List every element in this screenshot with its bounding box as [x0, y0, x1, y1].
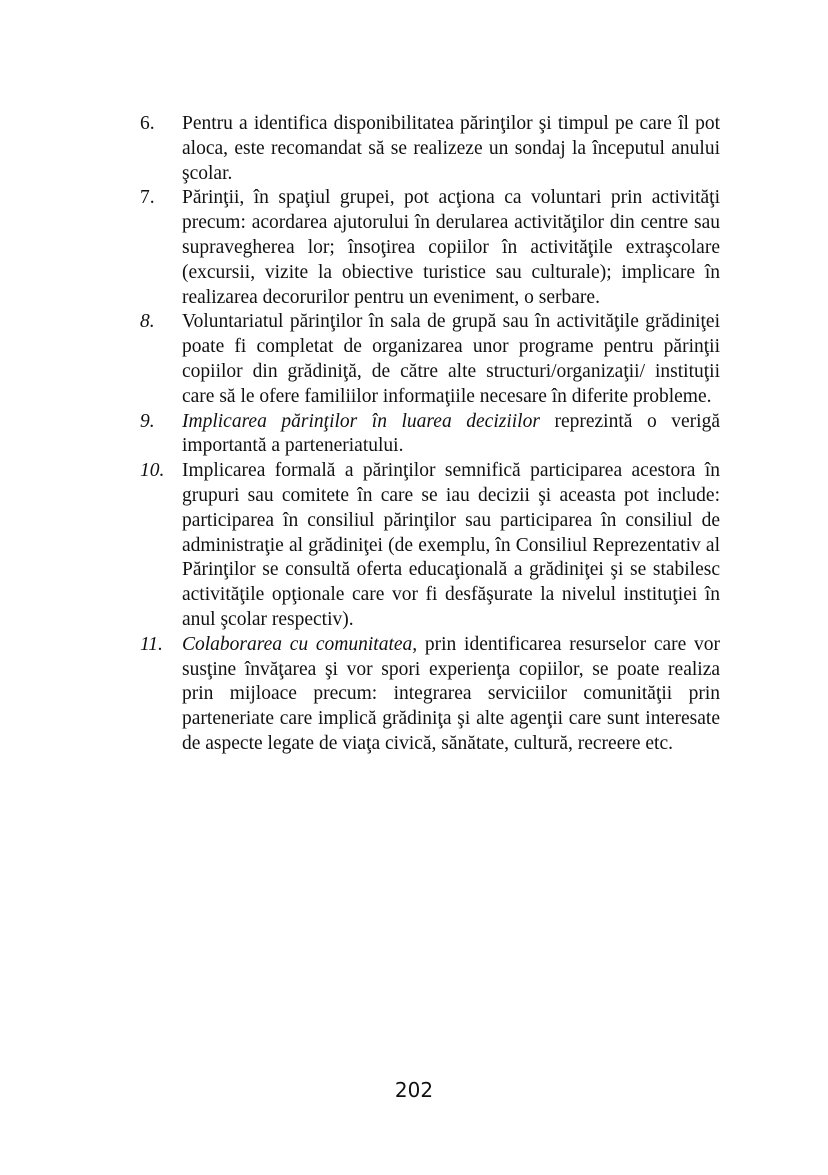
item-number: 9. — [140, 410, 155, 432]
list-item-9 — [140, 410, 720, 460]
item-number: 11. — [140, 633, 163, 655]
item-text: Voluntariatul părinţilor în sala de grupă sau în activităţile grădiniţei poate fi completat de organizarea unor programe pentru părinţii copiilor din grădiniţă, de către alte structuri/organizaţii/ instituţii care să le ofere familiilor informaţiile necesare în diferite probleme. — [182, 311, 720, 407]
item-text: Implicarea formală a părinţilor semnifică participarea acestora în grupuri sau comitete în care se iau decizii şi aceasta pot include: participarea în consiliul părinţilor sau participarea în consiliul de administraţie al grădiniţei (de exemplu, în Consiliul Reprezentativ al Părinţilor se consultă oferta educaţională a grădiniţei şi se stabilesc activităţile opţionale care vor fi desfăşurate la nivelul instituţiei în anul şcolar respectiv). — [182, 460, 720, 630]
item-text: prin identificarea resurselor care vor susţine învăţarea şi vor spori experienţa copiilor, se poate realiza prin mijloace precum: integrarea serviciilor comunităţii prin parteneriate care implică grădiniţa şi alte agenţii care sunt interesate de aspecte legate de viaţa civică, sănătate, cultură, recreere etc. — [182, 633, 720, 754]
list-item-10 — [140, 459, 720, 633]
item-number: 7. — [140, 187, 155, 209]
item-emphasis: Colaborarea cu comunitatea, — [182, 633, 418, 655]
numbered-list — [140, 112, 720, 757]
item-text-container — [182, 410, 720, 460]
item-number: 6. — [140, 113, 155, 134]
item-number: 10. — [140, 460, 165, 482]
list-item-8 — [140, 310, 720, 409]
list-item-6 — [140, 112, 720, 186]
item-text: reprezintă o verigă importantă a parteneriatului. — [182, 410, 720, 457]
item-number: 8. — [140, 311, 155, 333]
list-item-7 — [140, 186, 720, 310]
item-text-container — [182, 633, 720, 757]
item-text: Părinţii, în spaţiul grupei, pot acţiona ca voluntari prin activităţi precum: acordarea ajutorului în derularea activităţilor din centre sau supravegherea lor; însoţirea copiilor în activităţile extraşcolare (excursii, vizite la obiective turistice sau culturale); implicare în realizarea decorurilor pentru un eveniment, o serbare. — [182, 187, 720, 308]
list-item-11 — [140, 633, 720, 757]
page-number: 202 — [394, 1078, 434, 1102]
item-emphasis: Implicarea părinţilor în luarea deciziilor — [182, 410, 540, 432]
item-text: Pentru a identifica disponibilitatea părinţilor şi timpul pe care îl pot aloca, este recomandat să se realizeze un sondaj la începutul anului şcolar. — [182, 113, 720, 184]
